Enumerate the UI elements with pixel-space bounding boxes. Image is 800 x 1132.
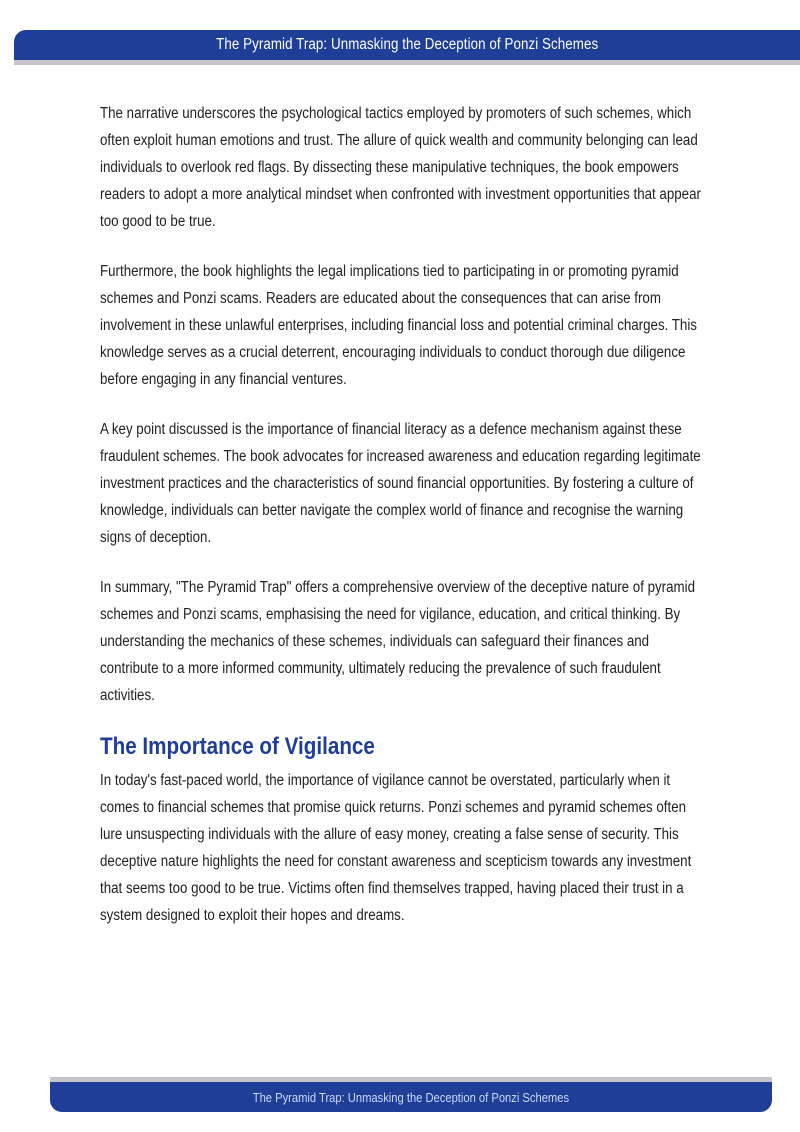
body-paragraph: Furthermore, the book highlights the legal implications tied to participating in or promoting pyramid schemes and Ponzi scams. Readers are educated about the consequences that can arise from involvement in these unlawful enterprises, including financial loss and potential criminal charges. This knowledge serves as a crucial deterrent, encouraging individuals to conduct thorough due diligence before engaging in any financial ventures. [100, 263, 697, 388]
section-heading: The Importance of Vigilance [100, 733, 375, 760]
footer-title: The Pyramid Trap: Unmasking the Deception of Ponzi Schemes [252, 1089, 570, 1105]
page-header [14, 30, 800, 60]
body-paragraph: The narrative underscores the psychological tactics employed by promoters of such schemes, which often exploit human emotions and trust. The allure of quick wealth and community belonging can lead individuals to overlook red flags. By dissecting these manipulative techniques, the book empowers readers to adopt a more analytical mindset when confronted with investment opportunities that appear too good to be true. [100, 105, 701, 230]
body-paragraph: In summary, "The Pyramid Trap" offers a comprehensive overview of the deceptive nature of pyramid schemes and Ponzi scams, emphasising the need for vigilance, education, and critical thinking. By understanding the mechanics of these schemes, individuals can safeguard their finances and contribute to a more informed community, ultimately reducing the prevalence of such fraudulent activities. [100, 579, 696, 704]
header-title: The Pyramid Trap: Unmasking the Deception of Ponzi Schemes [215, 36, 599, 53]
section-paragraph: In today's fast-paced world, the importance of vigilance cannot be overstated, particularly when it comes to financial schemes that promise quick returns. Ponzi schemes and pyramid schemes often lure unsuspecting individuals with the allure of easy money, creating a false sense of security. This deceptive nature highlights the need for constant awareness and scepticism towards any investment that seems too good to be true. Victims often find themselves trapped, having placed their trust in a system designed to exploit their hopes and dreams. [100, 772, 692, 924]
page-content [100, 100, 720, 952]
body-paragraph: A key point discussed is the importance of financial literacy as a defence mechanism against these fraudulent schemes. The book advocates for increased awareness and education regarding legitimate investment practices and the characteristics of sound financial opportunities. By fostering a culture of knowledge, individuals can better navigate the complex world of finance and recognise the warning signs of deception. [100, 421, 701, 546]
page-footer [50, 1082, 772, 1112]
